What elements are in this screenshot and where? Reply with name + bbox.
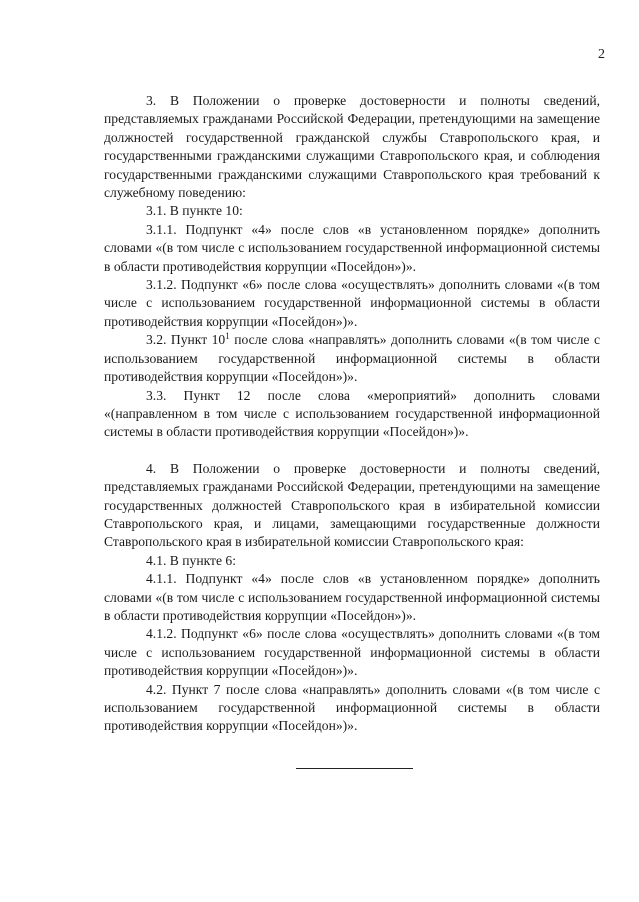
clause-4-1-1: 4.1.1. Подпункт «4» после слов «в установленном порядке» дополнить словами «(в том числе с использованием государственной информационной системы в области противодействия коррупции «Посейдон»)».	[104, 571, 600, 623]
clause-3-3: 3.3. Пункт 12 после слова «мероприятий» дополнить словами «(направленном в том числе с использованием государственной информационной системы в области противодействия коррупции «Посейдон»)».	[104, 387, 600, 440]
clause-3-2-superscript: 1	[225, 331, 230, 342]
section-gap	[104, 442, 600, 460]
document-body	[104, 92, 600, 736]
clause-3-2	[104, 331, 600, 386]
page-number: 2	[598, 47, 605, 62]
clause-3-2-end: после слова «направлять» дополнить словами «(в том числе с использованием государственной информационной системы в области противодействия коррупции «Посейдон»)».	[104, 332, 600, 385]
clause-3-1: 3.1. В пункте 10:	[146, 203, 243, 219]
end-divider	[296, 768, 413, 769]
clause-4-1-2: 4.1.2. Подпункт «6» после слова «осуществлять» дополнить словами «(в том числе с использованием государственной информационной системы в области противодействия коррупции «Посейдон»)».	[104, 626, 600, 679]
clause-3-1-1: 3.1.1. Подпункт «4» после слов «в установленном порядке» дополнить словами «(в том числе с использованием государственной информационной системы в области противодействия коррупции «Посейдон»)».	[104, 221, 600, 274]
clause-4-2: 4.2. Пункт 7 после слова «направлять» дополнить словами «(в том числе с использованием государственной информационной системы в области противодействия коррупции «Посейдон»)».	[104, 681, 600, 734]
clause-3-2-start: 3.2. Пункт 10	[146, 332, 226, 348]
section-3-intro: 3. В Положении о проверке достоверности и полноты сведений, представляемых гражданами Российской Федерации, претендующими на замещение должностей государственной гражданской службы Ставропольского края, и государственными гражданскими служащими Ставропольского края, и соблюдения государственными гражданскими служащими Ставропольского края требований к служебному поведению:	[104, 93, 600, 201]
section-4-intro: 4. В Положении о проверке достоверности и полноты сведений, представляемых гражданами Российской Федерации, претендующими на замещение государственных должностей Ставропольского края в избирательной комиссии Ставропольского края, и лицами, замещающими государственные должности Ставропольского края в избирательной комиссии Ставропольского края:	[104, 460, 600, 550]
clause-4-1: 4.1. В пункте 6:	[146, 552, 236, 568]
clause-3-1-2: 3.1.2. Подпункт «6» после слова «осуществлять» дополнить словами «(в том числе с использованием государственной информационной системы в области противодействия коррупции «Посейдон»)».	[104, 277, 600, 329]
